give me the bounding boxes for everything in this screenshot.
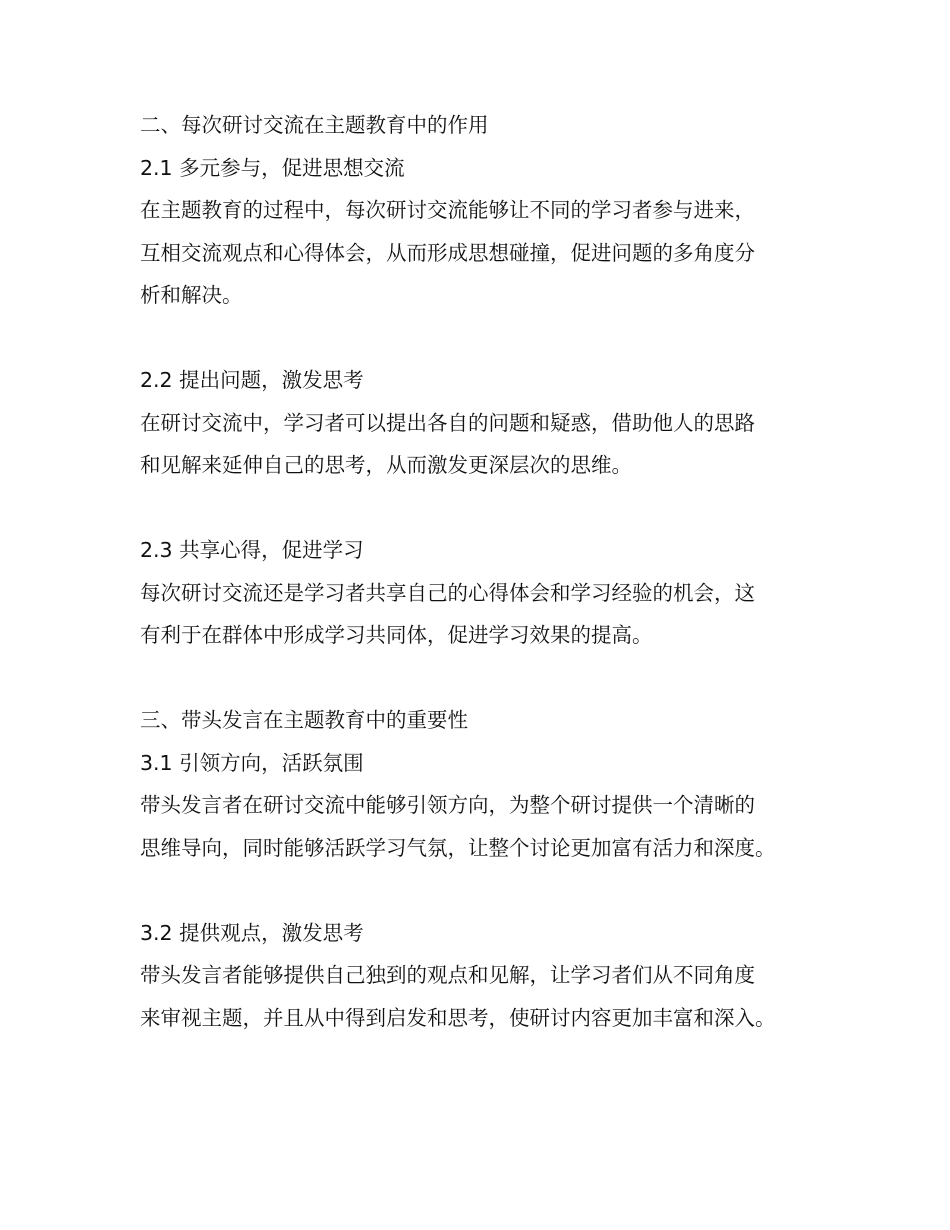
paragraph-line: 在主题教育的过程中，每次研讨交流能够让不同的学习者参与进来，: [140, 198, 755, 222]
paragraph-spacer: [140, 869, 840, 912]
paragraph-spacer: [140, 657, 840, 700]
paragraph-line: 每次研讨交流还是学习者共享自己的心得体会和学习经验的机会，这: [140, 580, 755, 605]
paragraph-line: 互相交流观点和心得体会，从而形成思想碰撞，促进问题的多角度分: [140, 240, 755, 265]
section-heading: 二、每次研讨交流在主题教育中的作用: [140, 113, 489, 137]
paragraph-line: 思维导向，同时能够活跃学习气氛，让整个讨论更加富有活力和深度。: [140, 835, 776, 860]
paragraph-spacer: [140, 487, 840, 530]
subsection-title: 2.1 多元参与，促进思想交流: [140, 155, 405, 180]
paragraph-line: 析和解决。: [140, 283, 243, 307]
paragraph-line: 和见解来延伸自己的思考，从而激发更深层次的思维。: [140, 453, 632, 477]
subsection-title: 2.3 共享心得，促进学习: [140, 538, 364, 562]
paragraph-line: 带头发言者在研讨交流中能够引领方向，为整个研讨提供一个清晰的: [140, 793, 755, 817]
paragraph-line: 有利于在群体中形成学习共同体，促进学习效果的提高。: [140, 623, 653, 647]
paragraph-line: 在研讨交流中，学习者可以提出各自的问题和疑惑，借助他人的思路: [140, 410, 755, 435]
document-body: [140, 104, 840, 1039]
subsection-title: 3.1 引领方向，活跃氛围: [140, 750, 364, 775]
paragraph-spacer: [140, 317, 840, 360]
paragraph-line: 来审视主题，并且从中得到启发和思考，使研讨内容更加丰富和深入。: [140, 1005, 776, 1030]
paragraph-line: 带头发言者能够提供自己独到的观点和见解，让学习者们从不同角度: [140, 963, 755, 987]
section-heading: 三、带头发言在主题教育中的重要性: [140, 708, 468, 732]
subsection-title: 3.2 提供观点，激发思考: [140, 920, 364, 945]
subsection-title: 2.2 提出问题，激发思考: [140, 368, 364, 392]
